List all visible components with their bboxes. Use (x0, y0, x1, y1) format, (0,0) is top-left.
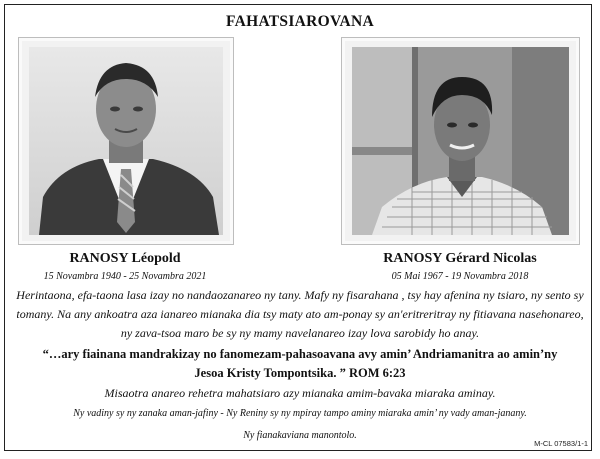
deceased-name-right: RANOSY Gérard Nicolas (383, 251, 537, 266)
photo-frame-left (18, 37, 234, 245)
life-dates-right: 05 Mai 1967 - 19 Novambra 2018 (391, 271, 529, 282)
portrait-young-man-icon (352, 47, 569, 235)
memorial-paragraph: Herintaona, efa-taona lasa izay no nandaozanareo ny tany. Mafy ny fisarahana , tsy hay afenina ny tsiaro, ny sento sy tomany. Na any ankoatra aza ianareo mianaka dia tsy maty ato am-ponay sy an'eritreritray ny fitiavana nasehonareo, ny zava-tsoa maro be sy ny mamy navelanareo izay lova sarobidy ho anay. (16, 288, 584, 340)
family-line: Ny vadiny sy ny zanaka aman-jafiny - Ny Reniny sy ny mpiray tampo aminy miaraka amin’ ny vady aman-janany. (73, 408, 527, 419)
portrait-elderly-man-icon (29, 47, 223, 235)
notice-title: FAHATSIAROVANA (225, 13, 375, 30)
life-dates-left: 15 Novambra 1940 - 25 Novambra 2021 (43, 271, 207, 282)
photo-frame-right (341, 37, 580, 245)
closing-line: Ny fianakaviana manontolo. (243, 430, 357, 441)
bible-quote: “…ary fiainana mandrakizay no fanomezam-pahasoavana avy amin’ Andriamanitra ao amin’ny Jesoa Kristy Tompontsika. ” ROM 6:23 (42, 347, 558, 380)
thanks-line: Misaotra anareo rehetra mahatsiaro azy mianaka amim-bavaka miaraka aminay. (104, 386, 496, 400)
deceased-name-left: RANOSY Léopold (69, 251, 181, 266)
reference-code: M-CL 07583/1-1 (534, 439, 588, 448)
